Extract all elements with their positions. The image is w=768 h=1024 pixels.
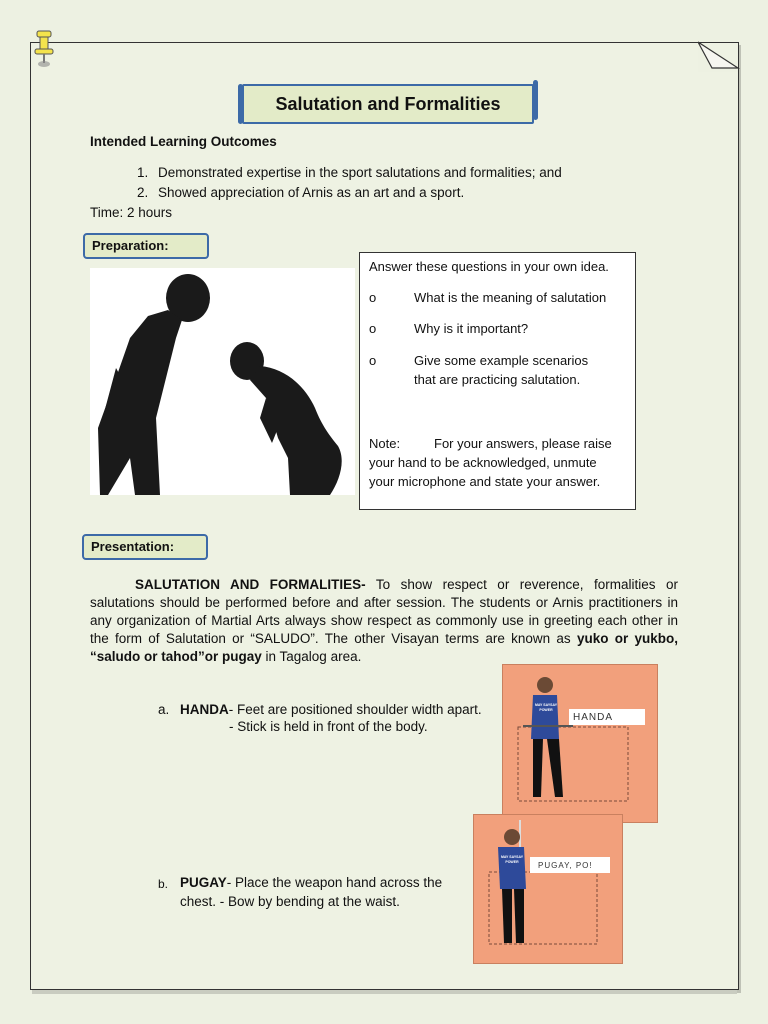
para-bold-terms: yuko or yukbo, “saludo or tahod”or pugay bbox=[90, 631, 678, 664]
note-label: Note: bbox=[369, 436, 401, 451]
note-text: your hand to be acknowledged, unmute bbox=[369, 455, 597, 470]
time-text: Time: 2 hours bbox=[90, 205, 173, 220]
page-curl-icon bbox=[698, 40, 740, 72]
item-term: HANDA bbox=[180, 702, 229, 717]
question-item: Why is it important? bbox=[414, 321, 529, 336]
item-desc-2: chest. - Bow by bending at the waist. bbox=[180, 894, 400, 909]
preparation-label: Preparation: bbox=[83, 233, 209, 259]
questions-box bbox=[359, 252, 636, 510]
note-text: For your answers, please raise bbox=[434, 436, 612, 451]
item-desc: - Place the weapon hand across the bbox=[226, 875, 443, 890]
para-bold-term: SALUTATION AND FORMALITIES- bbox=[135, 577, 366, 592]
bullet: o bbox=[369, 321, 377, 336]
outcome-text: Demonstrated expertise in the sport salutations and formalities; and bbox=[158, 165, 562, 180]
item-text bbox=[180, 874, 442, 892]
bowing-silhouette-image bbox=[90, 268, 355, 495]
item-marker: b. bbox=[158, 877, 169, 891]
question-item: Give some example scenarios bbox=[414, 353, 589, 368]
para-text: in Tagalog area. bbox=[261, 649, 362, 664]
question-item-continued: that are practicing salutation. bbox=[414, 372, 581, 387]
bullet: o bbox=[369, 290, 377, 305]
presentation-label: Presentation: bbox=[82, 534, 208, 560]
question-item: What is the meaning of salutation bbox=[414, 290, 607, 305]
handa-figure-icon bbox=[503, 665, 657, 822]
pushpin-icon bbox=[32, 29, 56, 69]
page-shadow bbox=[32, 990, 737, 994]
pugay-shirt-text: MAY SAYSAY POWER bbox=[500, 855, 524, 864]
bullet: o bbox=[369, 353, 377, 368]
para-text: To show respect or reverence, formalities or salutations should be performed before and after session. The students or Arnis practitioners in any organization of Martial Arts always show respect as commonly use in greeting each other in the form of Salutation or “SALUDO”. The other Visayan terms are known as bbox=[90, 577, 678, 646]
handa-photo bbox=[502, 664, 658, 823]
outcome-number: 2. bbox=[137, 185, 149, 200]
outcome-number: 1. bbox=[137, 165, 149, 180]
item-desc: - Feet are positioned shoulder width apart. bbox=[228, 702, 482, 717]
pugay-photo-label: PUGAY, PO! bbox=[538, 861, 593, 870]
bowing-people-icon bbox=[90, 268, 355, 495]
item-term: PUGAY bbox=[180, 875, 227, 890]
pugay-photo bbox=[473, 814, 623, 964]
item-marker: a. bbox=[158, 702, 170, 717]
item-text bbox=[180, 701, 482, 719]
title-banner bbox=[242, 84, 534, 124]
presentation-paragraph bbox=[90, 576, 678, 666]
item-desc-2: - Stick is held in front of the body. bbox=[229, 719, 428, 734]
handa-shirt-text: MAY SAYSAY POWER bbox=[534, 703, 558, 712]
page-title: Salutation and Formalities bbox=[275, 94, 501, 114]
note-text: your microphone and state your answer. bbox=[369, 474, 601, 489]
handa-photo-label: HANDA bbox=[573, 712, 614, 723]
outcomes-heading: Intended Learning Outcomes bbox=[90, 134, 277, 149]
outcome-text: Showed appreciation of Arnis as an art and a sport. bbox=[158, 185, 465, 200]
questions-intro: Answer these questions in your own idea. bbox=[369, 259, 609, 274]
pugay-figure-icon bbox=[474, 815, 622, 963]
